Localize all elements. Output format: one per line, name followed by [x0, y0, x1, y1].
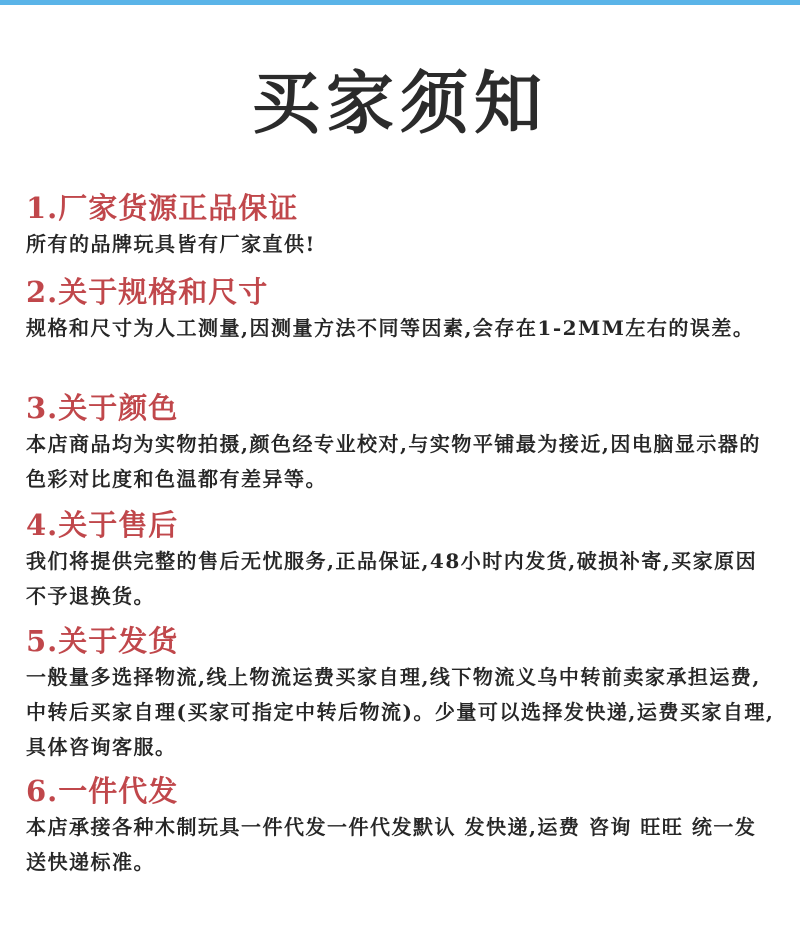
section-heading: 1.厂家货源正品保证 — [26, 191, 299, 225]
section-body: 我们将提供完整的售后无忧服务,正品保证,48小时内发货,破损补寄,买家原因不予退换货。 — [26, 549, 758, 608]
notice-section-dropshipping — [26, 773, 776, 880]
notice-section-after-sales — [26, 507, 776, 614]
notice-section-size — [26, 274, 776, 346]
notice-section-shipping — [26, 623, 776, 765]
section-body: 本店商品均为实物拍摄,颜色经专业校对,与实物平铺最为接近,因电脑显示器的色彩对比度和色温都有差异等。 — [26, 432, 761, 491]
top-accent-bar — [0, 0, 800, 5]
section-body: 所有的品牌玩具皆有厂家直供! — [26, 232, 316, 256]
section-heading: 3.关于颜色 — [26, 391, 179, 425]
section-heading: 6.一件代发 — [26, 774, 179, 808]
section-heading: 5.关于发货 — [26, 624, 179, 658]
section-body: 规格和尺寸为人工测量,因测量方法不同等因素,会存在1-2MM左右的误差。 — [26, 316, 755, 340]
section-heading: 4.关于售后 — [26, 508, 179, 542]
section-body: 一般量多选择物流,线上物流运费买家自理,线下物流义乌中转前卖家承担运费,中转后买家自理(买家可指定中转后物流)。少量可以选择发快递,运费买家自理,具体咨询客服。 — [26, 665, 775, 759]
section-body: 本店承接各种木制玩具一件代发一件代发默认 发快递,运费 咨询 旺旺 统一发送快递标准。 — [26, 815, 757, 874]
notice-section-color — [26, 390, 776, 497]
notice-section-sourcing — [26, 190, 776, 262]
section-heading: 2.关于规格和尺寸 — [26, 275, 269, 309]
page-title: 买家须知 — [251, 64, 548, 144]
